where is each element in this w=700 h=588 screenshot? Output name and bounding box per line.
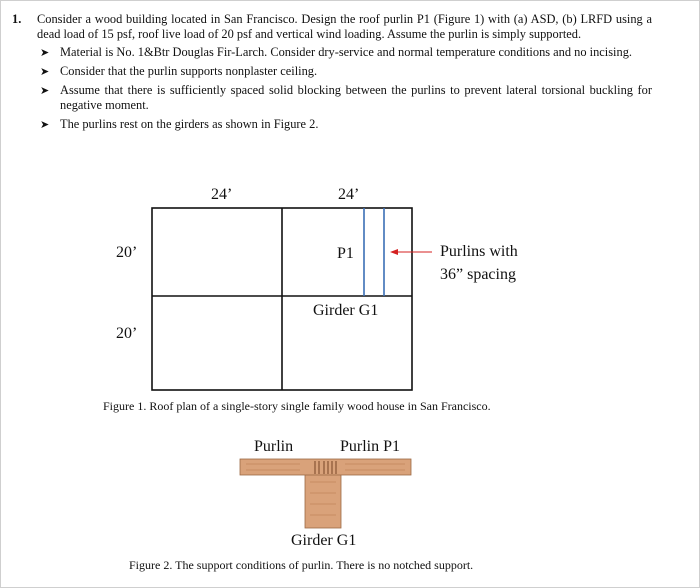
list-item: ➤ The purlins rest on the girders as shown in Figure 2. [40,117,319,131]
list-item: ➤ Material is No. 1&Btr Douglas Fir-Larch. Consider dry-service and normal temperature conditions and no incising. [40,45,632,59]
list-item: ➤ Consider that the purlin supports nonplaster ceiling. [40,64,318,78]
arrowhead-bullet-icon: ➤ [40,65,50,78]
dim-top-left: 24’ [211,186,233,203]
problem-number: 1. [12,12,22,26]
purlin-beam [240,459,411,475]
dim-left-top: 20’ [116,244,138,261]
purlin-p1-detail-label: Purlin P1 [340,438,401,455]
list-item: ➤ Assume that there is sufficiently spaced solid blocking between the purlins to prevent lateral torsional buckling for negative moment. [40,83,652,112]
purlin-note-line1: Purlins with [440,243,518,260]
purlin-p1-label: P1 [337,245,354,262]
figure2-support-detail [240,459,411,528]
figure2-caption: Figure 2. The support conditions of purlin. There is no notched support. [129,558,474,572]
girder-label: Girder G1 [313,302,379,319]
figure1-caption: Figure 1. Roof plan of a single-story single family wood house in San Francisco. [103,399,491,413]
problem-statement: Consider a wood building located in San Francisco. Design the roof purlin P1 (Figure 1) with (a) ASD, (b) LRFD using a dead load of 15 psf, roof live load of 20 psf and vertical wind loading. Assume the purlin is simply supported. [37,12,652,41]
arrowhead-bullet-icon: ➤ [40,46,50,59]
purlin-pointer-arrow [390,249,432,255]
dim-top-right: 24’ [338,186,360,203]
dim-left-bottom: 20’ [116,325,138,342]
arrowhead-bullet-icon: ➤ [40,118,50,131]
arrowhead-bullet-icon: ➤ [40,84,50,97]
purlin-note-line2: 36” spacing [440,266,516,283]
purlin-label: Purlin [254,438,294,455]
girder-detail-label: Girder G1 [291,532,357,549]
